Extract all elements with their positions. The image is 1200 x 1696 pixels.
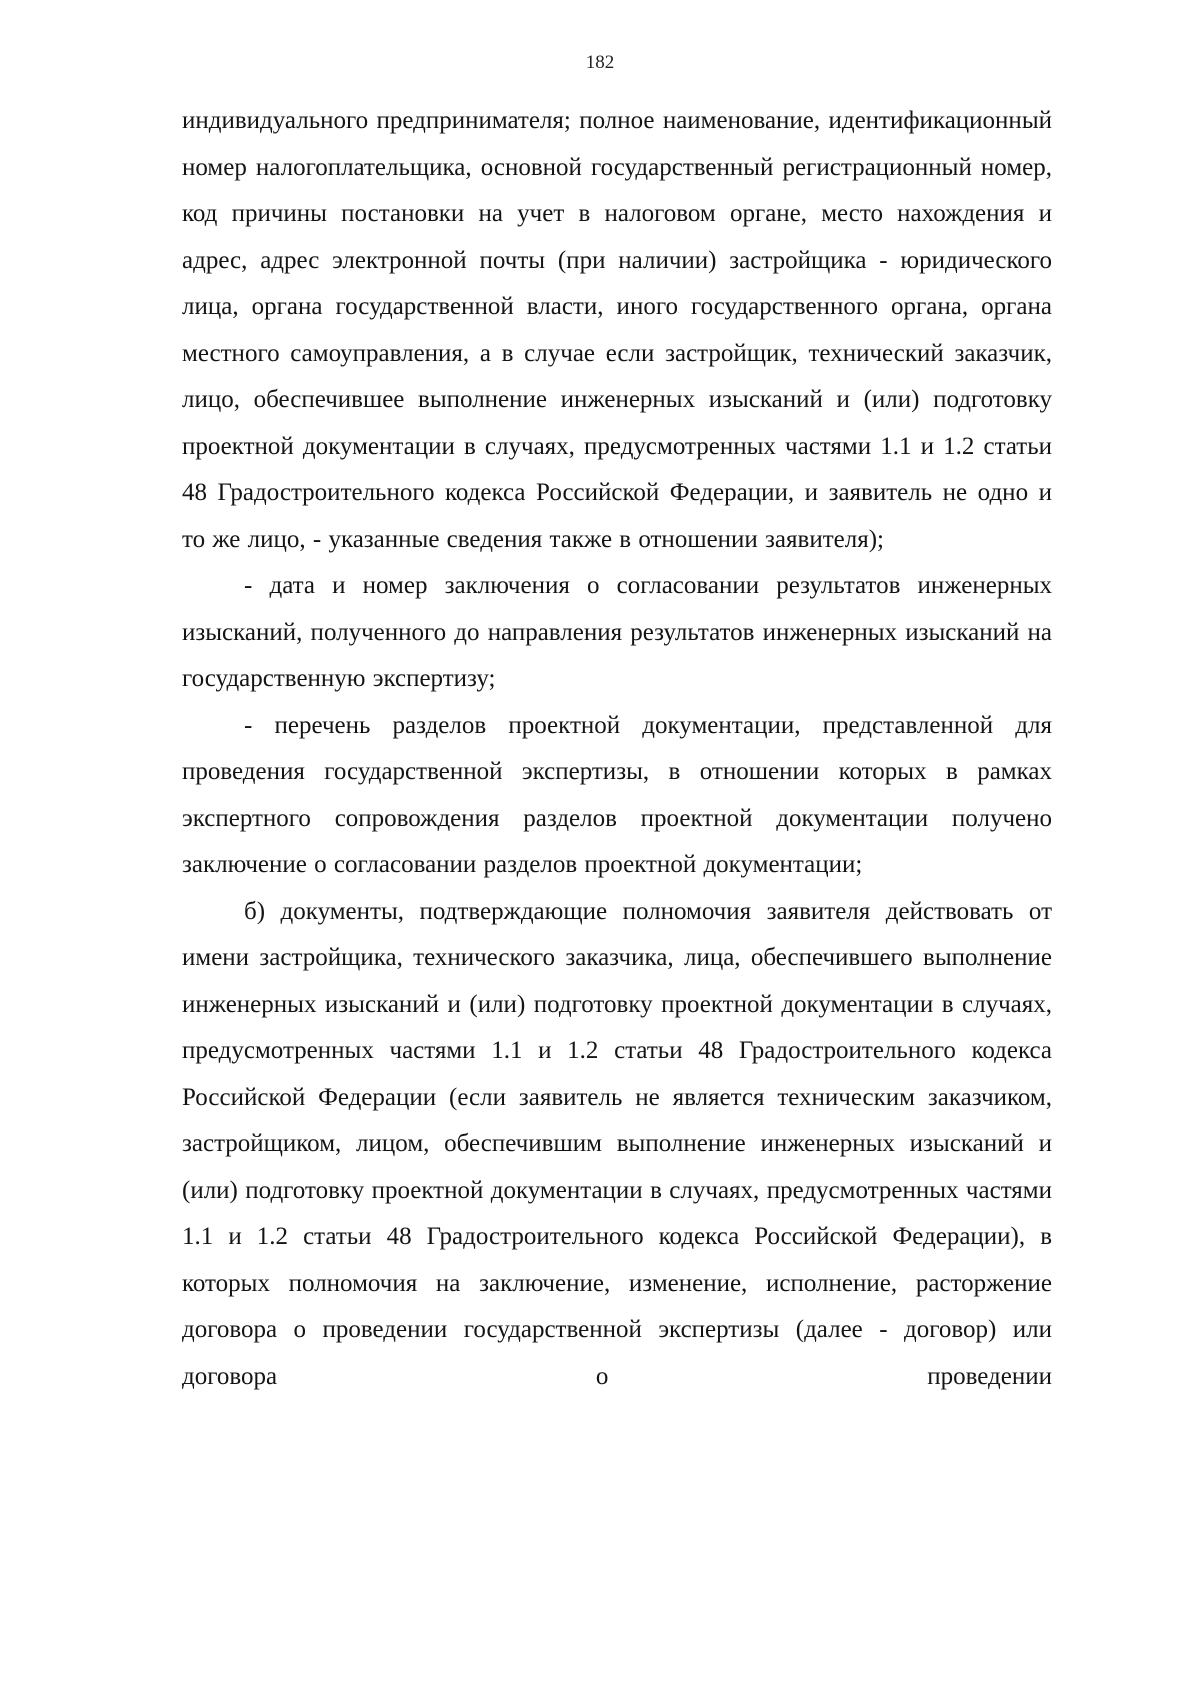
paragraph-survey-conclusion: - дата и номер заключения о согласовании результатов инженерных изысканий, полученного до направления результатов инженерных изысканий на государственную экспертизу; xyxy=(182,572,1052,692)
paragraph-authority-documents: б) документы, подтверждающие полномочия заявителя действовать от имени застройщика, технического заказчика, лица, обеспечившего выполнение инженерных изысканий и (или) подготовку проектной документации в случаях, предусмотренных частями 1.1 и 1.2 статьи 48 Градостроительного кодекса Российской Федерации (если заявитель не является техническим заказчиком, застройщиком, лицом, обеспечившим выполнение инженерных изысканий и (или) подготовку проектной документации в случаях, предусмотренных частями 1.1 и 1.2 статьи 48 Градостроительного кодекса Российской Федерации), в которых полномочия на заключение, изменение, исполнение, расторжение договора о проведении государственной экспертизы (далее - договор) или договора о проведении xyxy=(182,897,1052,1390)
document-body xyxy=(182,98,1052,1400)
paragraph-applicant-details: индивидуального предпринимателя; полное наименование, идентификационный номер налогоплательщика, основной государственный регистрационный номер, код причины постановки на учет в налоговом органе, место нахождения и адрес, адрес электронной почты (при наличии) застройщика - юридического лица, органа государственной власти, иного государственного органа, органа местного самоуправления, а в случае если застройщик, технический заказчик, лицо, обеспечившее выполнение инженерных изысканий и (или) подготовку проектной документации в случаях, предусмотренных частями 1.1 и 1.2 статьи 48 Градостроительного кодекса Российской Федерации, и заявитель не одно и то же лицо, - указанные сведения также в отношении заявителя); xyxy=(182,107,1052,553)
page-number: 182 xyxy=(585,52,615,73)
paragraph-sections-list: - перечень разделов проектной документации, представленной для проведения государственной экспертизы, в отношении которых в рамках экспертного сопровождения разделов проектной документации получено заключение о согласовании разделов проектной документации; xyxy=(182,711,1052,878)
